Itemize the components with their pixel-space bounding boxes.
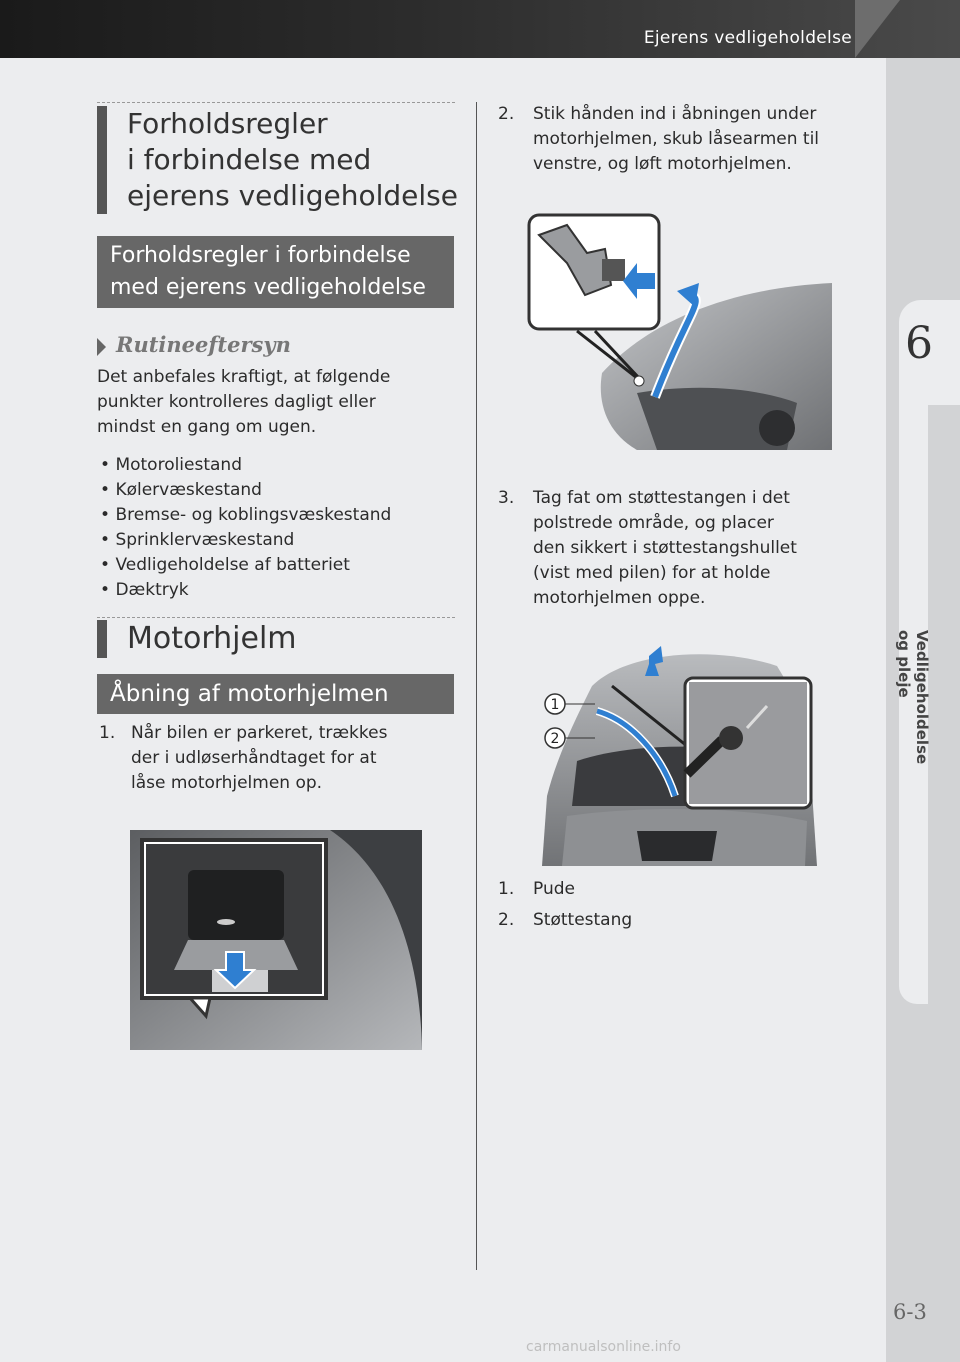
page-number: 6-3 bbox=[893, 1300, 927, 1324]
section-subtitle bbox=[97, 236, 454, 308]
header-corner bbox=[855, 0, 900, 58]
section-title-motorhjelm: Motorhjelm bbox=[97, 620, 297, 658]
list-item: • Kølervæskestand bbox=[100, 478, 391, 503]
subhead bbox=[97, 332, 291, 357]
title-line: i forbindelse med bbox=[127, 143, 372, 176]
intro-paragraph bbox=[97, 365, 457, 440]
text-line: punkter kontrolleres dagligt eller bbox=[97, 392, 376, 412]
step-number: 3. bbox=[498, 488, 515, 508]
text-line: låse motorhjelmen op. bbox=[131, 773, 323, 793]
support-rod-figure bbox=[537, 646, 827, 866]
column-divider bbox=[476, 102, 477, 1270]
legend-text: Pude bbox=[533, 879, 575, 899]
lift-hood-figure bbox=[527, 213, 832, 450]
legend-text: Støttestang bbox=[533, 910, 633, 930]
step-number: 2. bbox=[498, 104, 515, 124]
step-2 bbox=[498, 102, 843, 182]
text-line: den sikkert i støttestangshullet bbox=[533, 538, 797, 558]
list-item: • Vedligeholdelse af batteriet bbox=[100, 553, 391, 578]
text-line: polstrede område, og placer bbox=[533, 513, 774, 533]
list-item: • Bremse- og koblingsvæskestand bbox=[100, 503, 391, 528]
step-3 bbox=[498, 486, 843, 616]
step-number: 1. bbox=[99, 723, 116, 743]
step-text bbox=[533, 102, 819, 177]
step-1 bbox=[99, 721, 459, 801]
watermark: carmanualsonline.info bbox=[526, 1339, 681, 1355]
text-line: (vist med pilen) for at holde bbox=[533, 563, 771, 583]
check-list bbox=[100, 453, 391, 603]
chapter-label: Vedligeholdelse og pleje bbox=[895, 630, 931, 765]
text-line: Tag fat om støttestangen i det bbox=[533, 488, 790, 508]
list-item: • Dæktryk bbox=[100, 578, 391, 603]
text-line: motorhjelmen oppe. bbox=[533, 588, 706, 608]
legend-number: 2. bbox=[498, 910, 515, 930]
subtitle-line: med ejerens vedligeholdelse bbox=[110, 275, 426, 300]
legend-number: 1. bbox=[498, 879, 515, 899]
text-line: mindst en gang om ugen. bbox=[97, 417, 317, 437]
legend-item-2 bbox=[498, 908, 843, 934]
callout-1: 1 bbox=[550, 697, 560, 713]
text-line: venstre, og løft motorhjelmen. bbox=[533, 154, 792, 174]
list-item: • Sprinklervæskestand bbox=[100, 528, 391, 553]
header-title: Ejerens vedligeholdelse bbox=[643, 28, 852, 48]
divider bbox=[97, 617, 455, 618]
section-title bbox=[97, 106, 458, 214]
text-line: Det anbefales kraftigt, at følgende bbox=[97, 367, 391, 387]
text-line: Når bilen er parkeret, trækkes bbox=[131, 723, 388, 743]
divider bbox=[97, 102, 455, 103]
list-item: • Motoroliestand bbox=[100, 453, 391, 478]
text-line: der i udløserhåndtaget for at bbox=[131, 748, 377, 768]
release-handle-figure bbox=[130, 830, 422, 1050]
section-subtitle-open: Åbning af motorhjelmen bbox=[97, 674, 454, 714]
triangle-bullet-icon bbox=[97, 338, 106, 356]
callout-2: 2 bbox=[550, 731, 560, 747]
chapter-number: 6 bbox=[905, 318, 933, 369]
title-line: ejerens vedligeholdelse bbox=[127, 179, 458, 212]
text-line: Stik hånden ind i åbningen under bbox=[533, 104, 817, 124]
text-line: motorhjelmen, skub låsearmen til bbox=[533, 129, 820, 149]
subhead-text: Rutineeftersyn bbox=[116, 332, 291, 357]
title-line: Forholdsregler bbox=[127, 107, 328, 140]
step-text bbox=[533, 486, 797, 611]
legend-item-1 bbox=[498, 877, 843, 903]
subtitle-line: Forholdsregler i forbindelse bbox=[110, 243, 411, 268]
step-text bbox=[131, 721, 387, 796]
